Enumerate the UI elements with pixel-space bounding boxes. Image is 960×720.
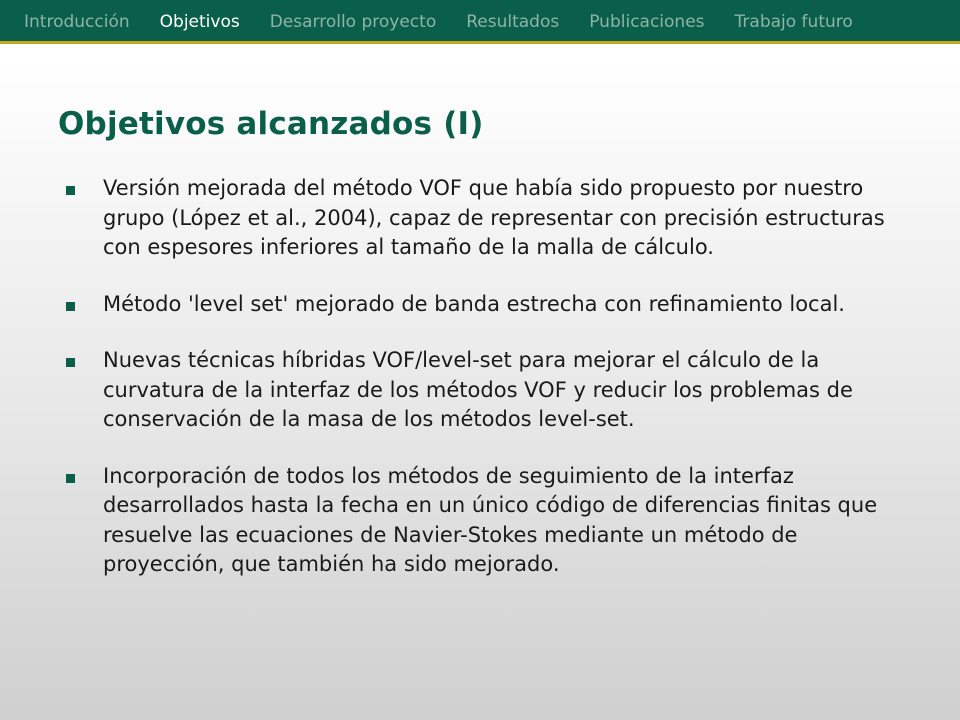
bullet-item: [66, 462, 916, 580]
nav-item-resultados[interactable]: Resultados: [466, 11, 560, 32]
bullet-item: [66, 174, 916, 263]
nav-item-trabajo-futuro[interactable]: Trabajo futuro: [734, 11, 853, 32]
bullet-text: Incorporación de todos los métodos de seguimiento de la interfaz desarrollados hasta la fecha en un único código de diferencias finitas que resuelve las ecuaciones de Navier-Stokes mediante un método de proyección, que también ha sido mejorado.: [103, 463, 878, 576]
square-bullet-icon: [66, 186, 75, 195]
bullet-text: Versión mejorada del método VOF que había sido propuesto por nuestro grupo (López et al., 2004), capaz de representar con precisión estructuras con espesores inferiores al tamaño de la malla de cálculo.: [103, 176, 885, 259]
nav-item-objetivos[interactable]: Objetivos: [159, 11, 240, 32]
bullet-list: [66, 174, 916, 607]
nav-item-publicaciones[interactable]: Publicaciones: [589, 11, 705, 32]
bullet-text: Método 'level set' mejorado de banda estrecha con refinamiento local.: [103, 291, 845, 316]
nav-item-desarrollo-proyecto[interactable]: Desarrollo proyecto: [269, 11, 437, 32]
square-bullet-icon: [66, 474, 75, 483]
square-bullet-icon: [66, 358, 75, 367]
section-nav: [0, 0, 960, 44]
slide-title: Objetivos alcanzados (I): [58, 106, 484, 142]
square-bullet-icon: [66, 302, 75, 311]
bullet-item: [66, 346, 916, 435]
nav-item-introduccion[interactable]: Introducción: [24, 11, 130, 32]
bullet-item: [66, 290, 916, 320]
bullet-text: Nuevas técnicas híbridas VOF/level-set para mejorar el cálculo de la curvatura de la interfaz de los métodos VOF y reducir los problemas de conservación de la masa de los métodos level-set.: [103, 348, 853, 431]
